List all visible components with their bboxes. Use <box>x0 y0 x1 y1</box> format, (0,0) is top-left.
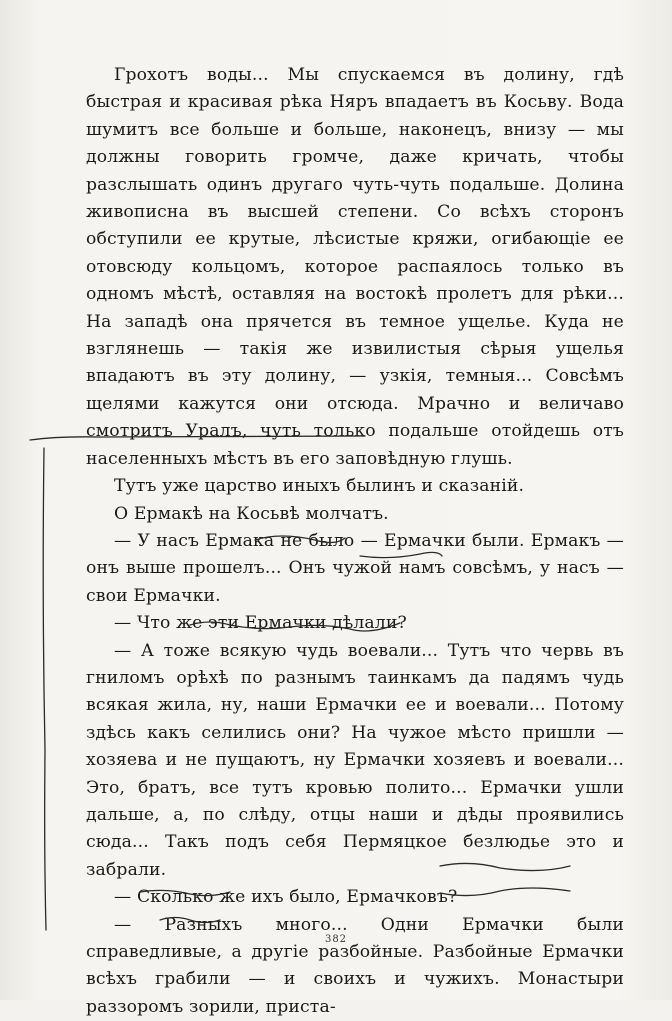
paragraph-7: — Сколько же ихъ было, Ермачковъ? <box>114 887 458 908</box>
paragraph-8: — Разныхъ много... Одни Ермачки были справедливые, а другіе разбойные. Разбойные Ермачки всѣхъ грабили — и своихъ и чужихъ. Монастыри раззоромъ зорили, приста- <box>86 914 624 1017</box>
paragraph-4: — У насъ Ермака не было — Ермачки были. Ермакъ — онъ выше прошелъ... Онъ чужой намъ совсѣмъ, у насъ — свои Ермачки. <box>86 530 624 606</box>
paragraph-5: — Что же эти Ермачки дѣлали? <box>114 613 407 634</box>
paragraph-2: Тутъ уже царство иныхъ былинъ и сказаній. <box>114 476 525 497</box>
page-number: 382 <box>324 934 348 945</box>
paragraph-3: О Ермакѣ на Косьвѣ молчатъ. <box>114 503 389 524</box>
margin-vertical-line <box>43 448 46 930</box>
paragraph-1: Грохотъ воды... Мы спускаемся въ долину, гдѣ быстрая и красивая рѣка Няръ впадаетъ въ Косьву. Вода шумитъ все больше и больше, наконецъ, внизу — мы должны говорить громче, даже кричать, чтобы разслышать одинъ другаго чуть-чуть подальше. Долина живописна въ высшей степени. Со всѣхъ сторонъ обступили ее крутые, лѣсистые кряжи, огибающіе ее отовсюду кольцомъ, которое распаялось только въ одномъ мѣстѣ, оставляя на востокѣ пролетъ для рѣки... На западѣ она прячется въ темное ущелье. Куда не взглянешь — такія же извилистыя сѣрыя ущелья впадаютъ въ эту долину, — узкія, темныя... Совсѣмъ щелями кажутся они отсюда. Мрачно и величаво смотритъ Уралъ, чуть только подальше отойдешь отъ населенныхъ мѣстъ въ его заповѣдную глушь. <box>86 65 624 469</box>
body-text <box>86 62 624 1021</box>
paragraph-6: — А тоже всякую чудь воевали... Тутъ что червь въ гниломъ орѣхѣ по разнымъ таинкамъ да падямъ чудь всякая жила, ну, наши Ермачки ее и воевали... Потому здѣсь какъ селились они? На чужое мѣсто пришли — хозяева и не пущаютъ, ну Ермачки хозяевъ и воевали... Это, братъ, все тутъ кровью полито... Ермачки ушли дальше, а, по слѣду, отцы наши и дѣды проявились сюда... Такъ подъ себя Пермяцкое безлюдье это и забрали. <box>86 640 624 880</box>
